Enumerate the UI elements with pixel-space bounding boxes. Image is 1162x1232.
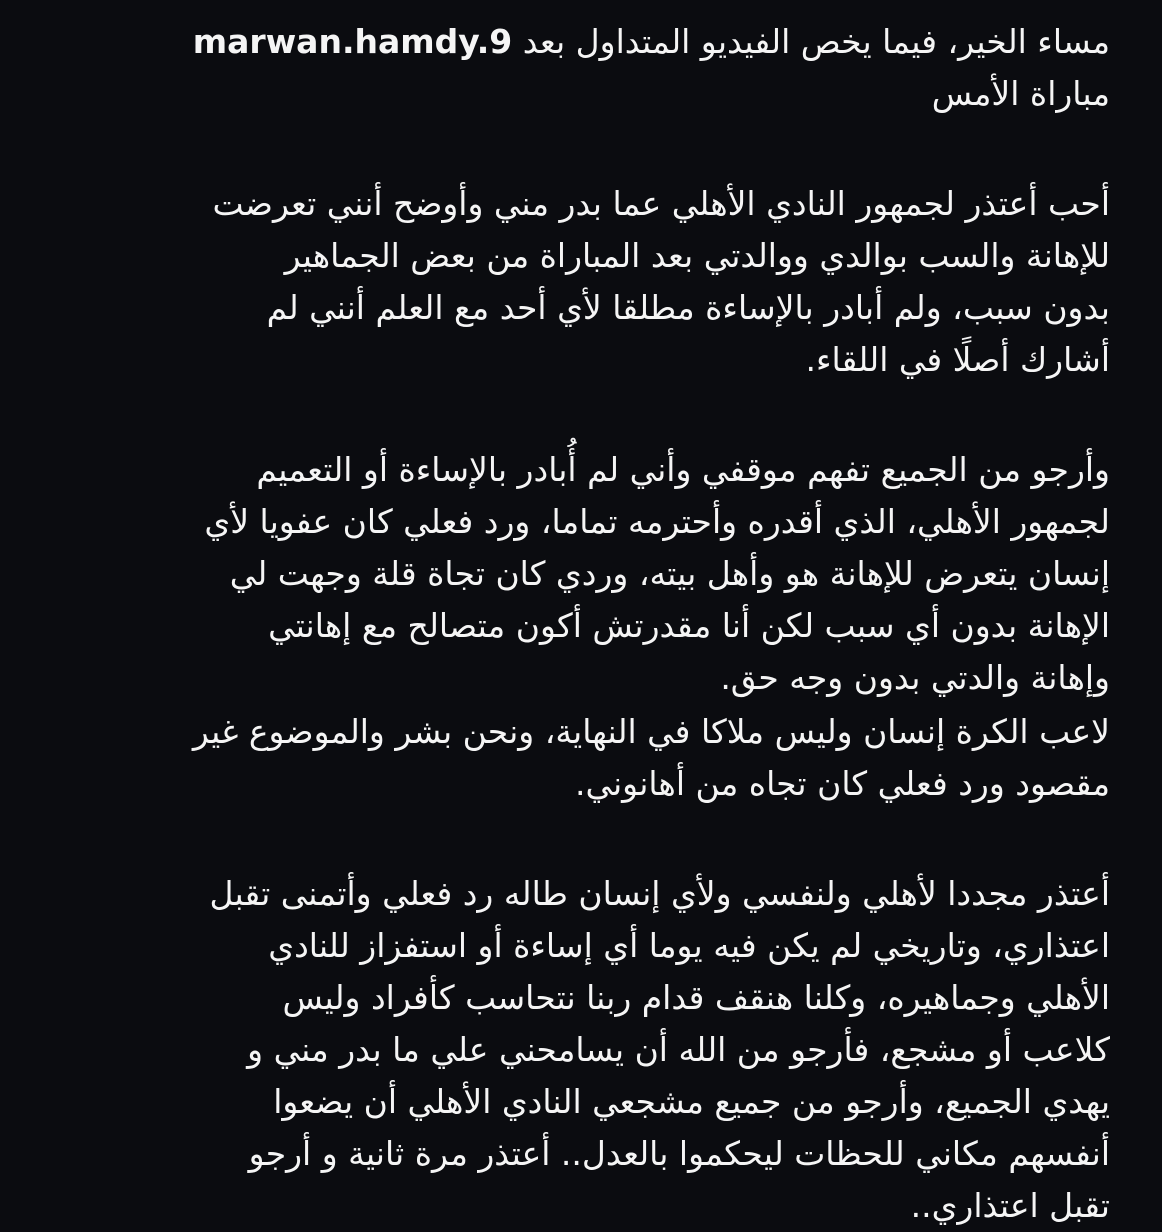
caption-line: إنسان يتعرض للإهانة هو وأهل بيته، وردي كان تجاة قلة وجهت لي: [229, 554, 1110, 593]
caption-line: الأهلي وجماهيره، وكلنا هنقف قدام ربنا نتحاسب كأفراد وليس: [282, 978, 1110, 1017]
caption-line: وأرجو من الجميع تفهم موقفي وأني لم أُبادر بالإساءة أو التعميم: [256, 450, 1110, 489]
post-caption: [30, 16, 1110, 1232]
caption-line: [30, 16, 1110, 68]
caption-line: تقبل اعتذاري..: [910, 1186, 1110, 1225]
caption-line: لجمهور الأهلي، الذي أقدره وأحترمه تماما، ورد فعلي كان عفويا لأي: [204, 502, 1110, 541]
caption-line: أعتذر مجددا لأهلي ولنفسي ولأي إنسان طاله رد فعلي وأتمنى تقبل: [209, 874, 1110, 913]
caption-line: أحب أعتذر لجمهور النادي الأهلي عما بدر مني وأوضح أنني تعرضت: [212, 184, 1110, 223]
username-link[interactable]: marwan.hamdy.9: [192, 22, 513, 61]
paragraph-4: [30, 868, 1110, 1232]
caption-line: لاعب الكرة إنسان وليس ملاكا في النهاية، ونحن بشر والموضوع غير: [192, 712, 1110, 751]
caption-line: أنفسهم مكاني للحظات ليحكموا بالعدل.. أعتذر مرة ثانية و أرجو: [248, 1134, 1110, 1173]
caption-intro-text: مساء الخير، فيما يخص الفيديو المتداول بعد: [522, 22, 1110, 61]
paragraph-1: [30, 178, 1110, 386]
caption-line: للإهانة والسب بوالدي ووالدتي بعد المباراة من بعض الجماهير: [284, 236, 1110, 275]
caption-line: مقصود ورد فعلي كان تجاه من أهانوني.: [574, 764, 1110, 803]
paragraph-3: [30, 706, 1110, 810]
caption-line: أشارك أصلًا في اللقاء.: [805, 340, 1110, 379]
paragraph-2: [30, 444, 1110, 704]
caption-line: الإهانة بدون أي سبب لكن أنا مقدرتش أكون متصالح مع إهانتي: [268, 606, 1110, 645]
caption-line: بدون سبب، ولم أبادر بالإساءة مطلقا لأي أحد مع العلم أنني لم: [266, 288, 1110, 327]
caption-line: يهدي الجميع، وأرجو من جميع مشجعي النادي الأهلي أن يضعوا: [273, 1082, 1110, 1121]
caption-line: مباراة الأمس: [931, 74, 1110, 113]
caption-line: كلاعب أو مشجع، فأرجو من الله أن يسامحني علي ما بدر مني و: [247, 1030, 1110, 1069]
caption-line: وإهانة والدتي بدون وجه حق.: [720, 658, 1110, 697]
caption-line: اعتذاري، وتاريخي لم يكن فيه يوما أي إساءة أو استفزاز للنادي: [268, 926, 1110, 965]
